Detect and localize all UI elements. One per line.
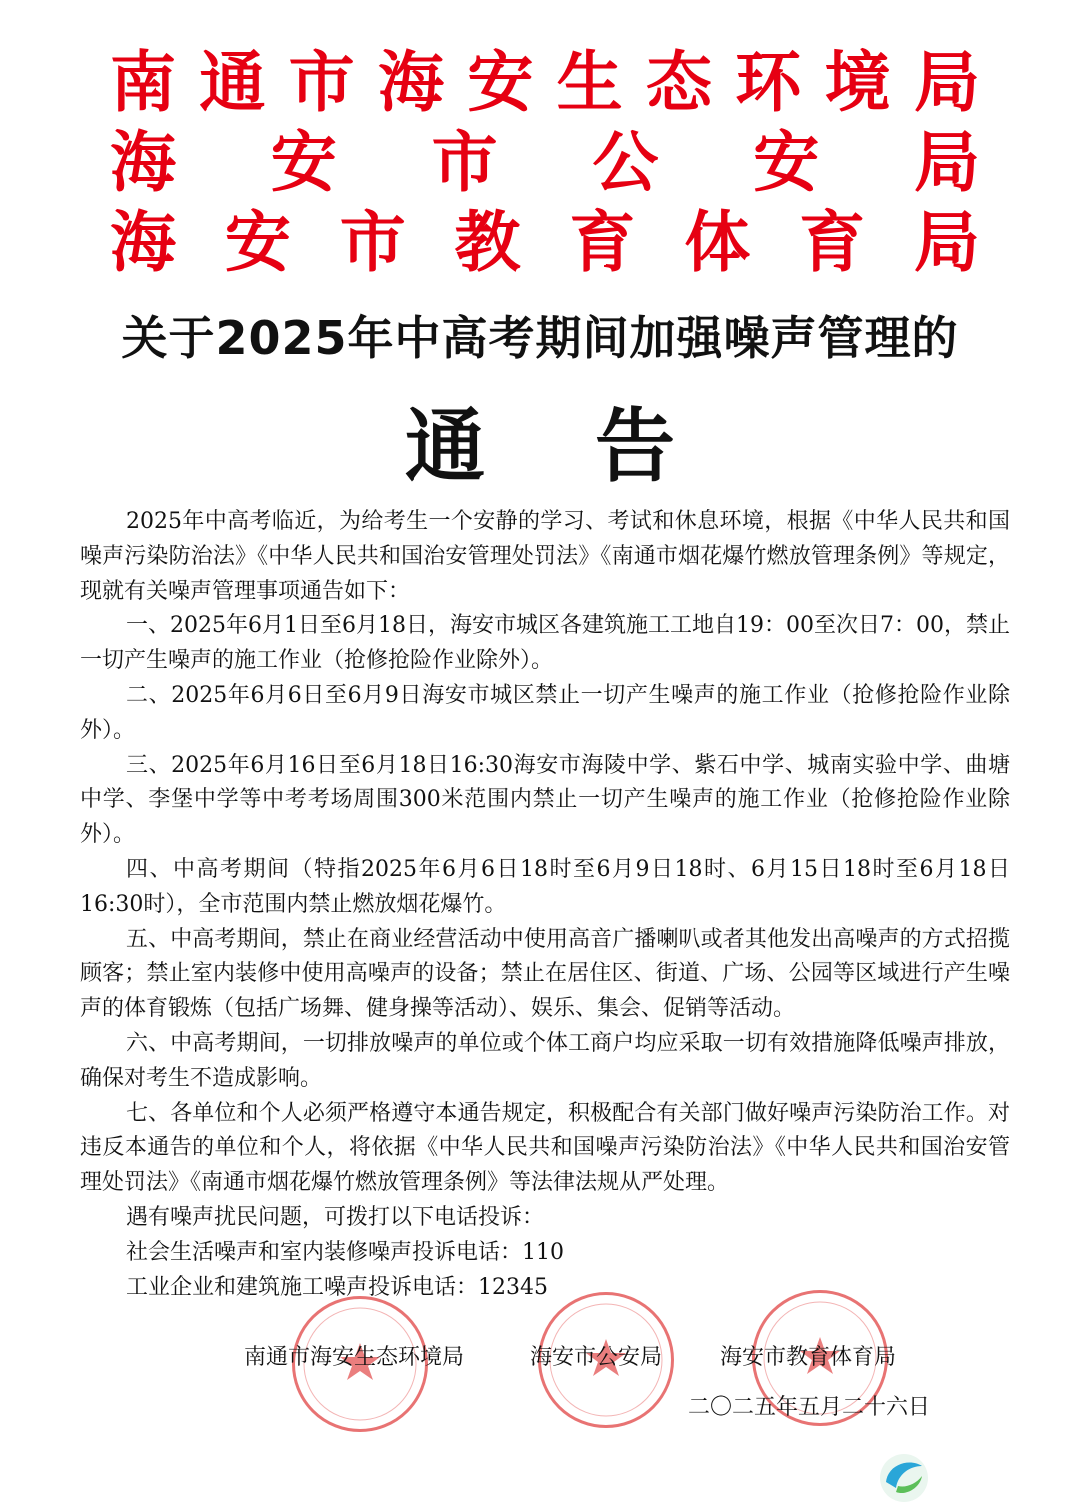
document-title: 关于2025年中高考期间加强噪声管理的 [121,311,959,365]
signature-ecology-bureau: 南通市海安生态环境局 [244,1345,465,1370]
document-heading: 通告 [405,400,785,493]
issue-date: 二〇二五年五月二十六日 [688,1395,931,1420]
header-char: 体 [684,203,751,281]
intro-paragraph: 2025年中高考临近，为给考生一个安静的学习、考试和休息环境，根据《中华人民共和国噪声污染防治法》《中华人民共和国治安管理处罚法》《南通市烟花爆竹燃放管理条例》等规定，现就有关噪声管理事项通告如下： [80,509,1010,604]
header-char: 环 [735,43,802,121]
item-1: 一、2025年6月1日至6月18日，海安市城区各建筑施工工地自19：00至次日7：00，禁止一切产生噪声的施工作业（抢修抢险作业除外）。 [80,613,1010,674]
header-char: 育 [569,203,636,281]
header-char: 局 [913,43,980,121]
header-char: 通 [199,43,266,121]
header-org-education [110,202,980,282]
header-char: 境 [824,43,891,121]
header-char: 生 [556,43,623,121]
header-char: 教 [454,203,521,281]
signature-police-bureau: 海安市公安局 [530,1345,663,1370]
header-char: 安 [753,123,820,201]
header-char: 局 [913,203,980,281]
item-4: 四、中高考期间（特指2025年6月6日18时至6月9日18时、6月15日18时至6月18日16:30时），全市范围内禁止燃放烟花爆竹。 [80,856,1010,917]
item-2: 二、2025年6月6日至6月9日海安市城区禁止一切产生噪声的施工作业（抢修抢险作业除外）。 [80,682,1010,743]
header-char: 育 [799,203,866,281]
complaint-phone-12345: 工业企业和建筑施工噪声投诉电话：12345 [126,1274,548,1300]
header-char: 安 [467,43,534,121]
header-char: 安 [270,123,337,201]
header-char: 市 [339,203,406,281]
complaint-phone-110: 社会生活噪声和室内装修噪声投诉电话：110 [126,1239,564,1265]
header-char: 南 [110,43,176,121]
header-char: 海 [110,123,176,201]
complaint-intro: 遇有噪声扰民问题，可拨打以下电话投诉： [126,1204,545,1230]
item-6: 六、中高考期间，一切排放噪声的单位或个体工商户均应采取一切有效措施降低噪声排放，确保对考生不造成影响。 [80,1030,1010,1091]
header-char: 安 [224,203,291,281]
signature-education-bureau: 海安市教育体育局 [720,1345,897,1370]
watermark-logo-icon [876,1452,932,1504]
header-char: 市 [431,123,498,201]
header-char: 海 [110,203,176,281]
header-org-police [110,122,980,202]
header-char: 局 [913,123,980,201]
header-org-ecology [110,42,980,122]
signature-block [0,1340,1080,1380]
header-char: 海 [377,43,444,121]
item-5: 五、中高考期间，禁止在商业经营活动中使用高音广播喇叭或者其他发出高噪声的方式招揽顾客；禁止室内装修中使用高噪声的设备；禁止在居住区、街道、广场、公园等区域进行产生噪声的体育锻炼（包括广场舞、健身操等活动）、娱乐、集会、促销等活动。 [80,926,1010,1022]
header-char: 市 [288,43,355,121]
notice-body [80,505,1010,1305]
item-3: 三、2025年6月16日至6月18日16:30海安市海陵中学、紫石中学、城南实验中学、曲塘中学、李堡中学等中考考场周围300米范围内禁止一切产生噪声的施工作业（抢修抢险作业除外）。 [80,752,1010,848]
header-char: 公 [592,123,659,201]
header-char: 态 [645,43,712,121]
item-7: 七、各单位和个人必须严格遵守本通告规定，积极配合有关部门做好噪声污染防治工作。对违反本通告的单位和个人，将依据《中华人民共和国噪声污染防治法》《中华人民共和国治安管理处罚法》《南通市烟花爆竹燃放管理条例》等法律法规从严处理。 [80,1100,1010,1196]
